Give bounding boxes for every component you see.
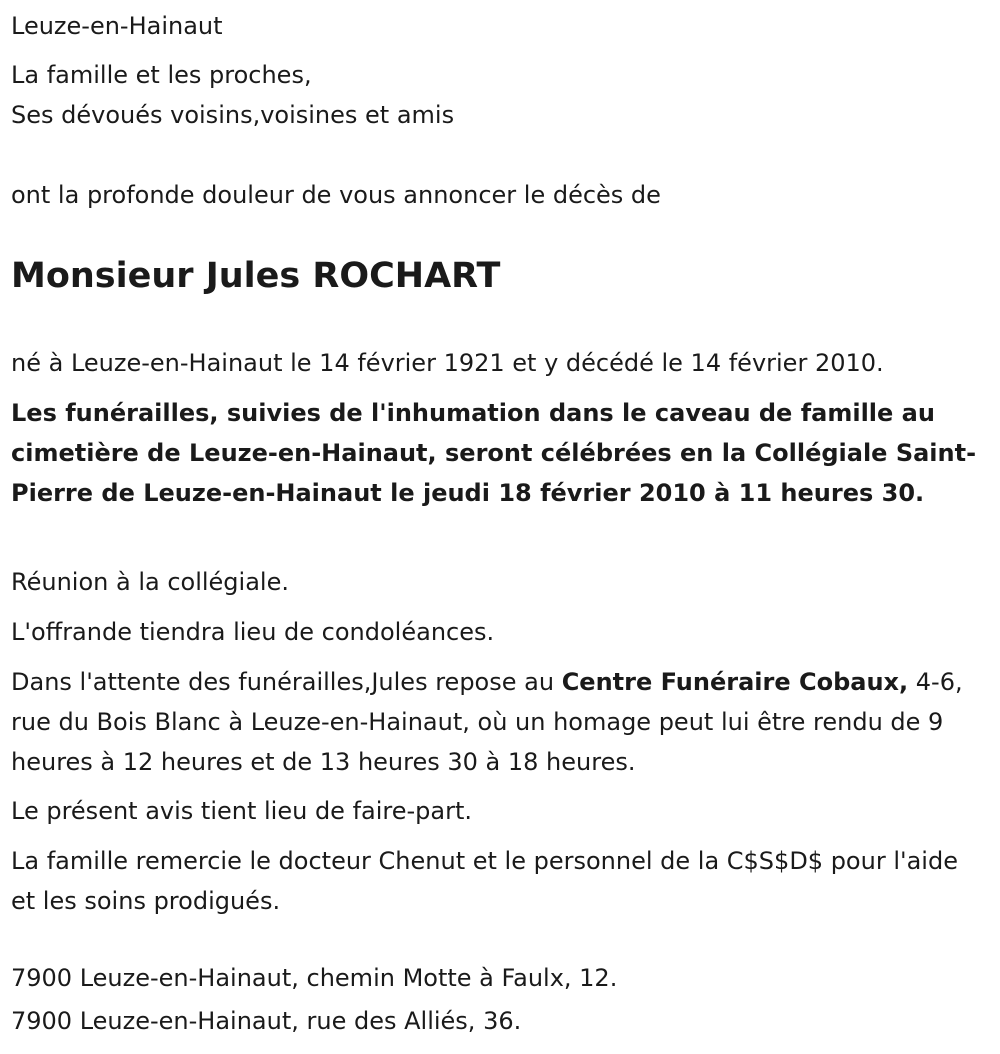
thanks-text: La famille remercie le docteur Chenut et le personnel de la C$S$D$ pour l'aide et les soins prodigués. bbox=[11, 847, 958, 915]
funeral-center-name: Centre Funéraire Cobaux, bbox=[561, 668, 909, 696]
intro-line-neighbours: Ses dévoués voisins,voisines et amis bbox=[11, 101, 455, 129]
offering-info: L'offrande tiendra lieu de condoléances. bbox=[11, 618, 495, 646]
address-line-1: 7900 Leuze-en-Hainaut, chemin Motte à Faulx, 12. bbox=[11, 964, 618, 992]
address-line-2: 7900 Leuze-en-Hainaut, rue des Alliés, 36. bbox=[11, 1007, 522, 1035]
visitation-prefix: Dans l'attente des funérailles,Jules repose au bbox=[11, 668, 562, 696]
visitation-info bbox=[11, 662, 989, 782]
funeral-details: Les funérailles, suivies de l'inhumation dans le caveau de famille au cimetière de Leuze-en-Hainaut, seront célébrées en la Collégiale Saint-Pierre de Leuze-en-Hainaut le jeudi 18 février 2010 à 11 heures 30. bbox=[11, 399, 977, 507]
meeting-info: Réunion à la collégiale. bbox=[11, 568, 289, 596]
birth-death-dates: né à Leuze-en-Hainaut le 14 février 1921 et y décédé le 14 février 2010. bbox=[11, 349, 884, 377]
announcement-text: ont la profonde douleur de vous annoncer le décès de bbox=[11, 181, 661, 209]
place-heading: Leuze-en-Hainaut bbox=[11, 12, 223, 40]
deceased-name: Monsieur Jules ROCHART bbox=[11, 256, 501, 296]
visitation-suffix: 4-6, rue du Bois Blanc à Leuze-en-Hainaut, où un homage peut lui être rendu de 9 heures à 12 heures et de 13 heures 30 à 18 heures. bbox=[11, 668, 963, 776]
notice-text: Le présent avis tient lieu de faire-part. bbox=[11, 797, 473, 825]
intro-line-family: La famille et les proches, bbox=[11, 61, 312, 89]
